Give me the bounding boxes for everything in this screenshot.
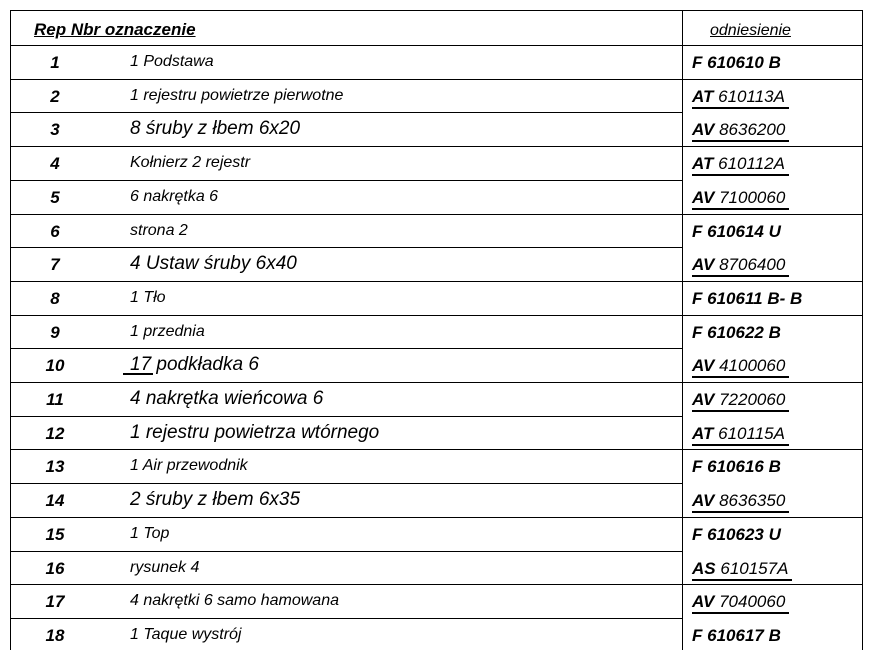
row-reference bbox=[692, 626, 781, 646]
reference-suffix: B bbox=[768, 322, 781, 342]
parts-list-sheet bbox=[10, 10, 863, 650]
table-row bbox=[10, 483, 863, 517]
row-number: 16 bbox=[45, 558, 65, 578]
reference-number: 4100060 bbox=[719, 356, 786, 376]
reference-suffix: B bbox=[768, 53, 781, 72]
table-row bbox=[10, 79, 863, 113]
row-rule bbox=[10, 45, 863, 46]
table-row bbox=[10, 315, 863, 349]
row-reference bbox=[692, 289, 802, 309]
row-description: strona 2 bbox=[130, 221, 188, 239]
reference-prefix: F bbox=[692, 221, 703, 241]
table-row bbox=[10, 348, 863, 382]
row-reference bbox=[692, 222, 781, 242]
row-number: 5 bbox=[50, 187, 60, 207]
table-row bbox=[10, 382, 863, 416]
row-description: rysunek 4 bbox=[130, 558, 200, 576]
reference-number: 610622 bbox=[707, 322, 764, 342]
row-description: 1 Taque wystrój bbox=[130, 625, 242, 643]
row-reference bbox=[692, 525, 781, 545]
table-row bbox=[10, 551, 863, 585]
row-number: 8 bbox=[50, 288, 60, 308]
reference-prefix: AV bbox=[692, 187, 715, 207]
reference-prefix: F bbox=[692, 524, 703, 544]
table-header bbox=[10, 10, 863, 45]
reference-prefix: AV bbox=[692, 390, 715, 409]
reference-number: 7040060 bbox=[719, 592, 786, 612]
reference-suffix: U bbox=[768, 524, 781, 544]
row-reference bbox=[692, 559, 792, 581]
row-number: 9 bbox=[50, 322, 60, 342]
reference-number: 610616 bbox=[707, 457, 764, 477]
table-row bbox=[10, 584, 863, 618]
row-reference bbox=[692, 87, 789, 109]
table-row bbox=[10, 416, 863, 450]
reference-suffix: B bbox=[768, 625, 781, 645]
row-rule bbox=[10, 247, 682, 248]
row-rule bbox=[10, 584, 863, 585]
reference-number: 610611 bbox=[707, 288, 763, 308]
row-rule bbox=[10, 214, 863, 215]
reference-number: 8636350 bbox=[719, 491, 786, 511]
row-description: 8 śruby z łbem 6x20 bbox=[130, 118, 301, 140]
table-row bbox=[10, 281, 863, 315]
header-reference: odniesienie bbox=[710, 22, 791, 39]
reference-prefix: F bbox=[692, 322, 703, 342]
row-reference bbox=[692, 188, 789, 210]
reference-number: 610623 bbox=[707, 524, 764, 544]
row-rule bbox=[10, 416, 682, 417]
reference-number: 610112A bbox=[718, 154, 785, 174]
row-description: 1 przednia bbox=[130, 322, 205, 340]
row-rule bbox=[10, 315, 863, 316]
row-reference bbox=[692, 255, 789, 277]
row-number: 10 bbox=[45, 356, 65, 376]
row-rule bbox=[10, 348, 682, 349]
table-row bbox=[10, 214, 863, 248]
reference-prefix: F bbox=[692, 53, 703, 72]
row-number: 15 bbox=[45, 524, 65, 544]
table-row bbox=[10, 517, 863, 551]
row-description: 1 Tło bbox=[130, 288, 166, 306]
row-reference bbox=[692, 323, 781, 343]
row-number: 12 bbox=[45, 423, 65, 443]
reference-prefix: AT bbox=[692, 86, 714, 106]
header-designation: Rep Nbr oznaczenie bbox=[34, 20, 196, 39]
row-reference bbox=[692, 491, 789, 513]
table-row bbox=[10, 247, 863, 281]
row-rule bbox=[10, 551, 682, 552]
row-rule bbox=[10, 180, 682, 181]
row-description: 6 nakrętka 6 bbox=[130, 187, 219, 205]
row-reference bbox=[692, 154, 789, 176]
table-row bbox=[10, 146, 863, 180]
row-description: 4 Ustaw śruby 6x40 bbox=[130, 253, 297, 275]
row-reference bbox=[692, 424, 789, 446]
row-description: 17 podkładka 6 bbox=[130, 354, 259, 376]
row-description: 1 rejestru powietrza wtórnego bbox=[130, 421, 380, 443]
row-rule bbox=[10, 281, 863, 282]
reference-prefix: F bbox=[692, 625, 703, 645]
row-number: 7 bbox=[50, 255, 60, 275]
row-rule bbox=[10, 112, 682, 113]
reference-number: 8636200 bbox=[719, 120, 786, 140]
row-rule bbox=[10, 517, 863, 518]
row-number: 6 bbox=[50, 221, 60, 241]
row-reference bbox=[692, 120, 789, 142]
row-description: 1 Top bbox=[130, 524, 170, 542]
reference-prefix: AT bbox=[692, 154, 714, 174]
row-description: Kołnierz 2 rejestr bbox=[130, 154, 251, 172]
row-rule bbox=[10, 146, 863, 147]
row-description: 1 rejestru powietrze pierwotne bbox=[130, 86, 344, 104]
reference-prefix: AS bbox=[692, 558, 716, 578]
reference-prefix: AV bbox=[692, 592, 715, 612]
reference-prefix: F bbox=[692, 457, 703, 477]
row-number: 17 bbox=[45, 592, 65, 612]
row-rule bbox=[10, 449, 863, 450]
row-reference bbox=[692, 390, 789, 412]
row-description: 2 śruby z łbem 6x35 bbox=[130, 489, 301, 511]
row-rule bbox=[10, 79, 863, 80]
reference-number: 610617 bbox=[707, 625, 764, 645]
row-rule bbox=[10, 382, 863, 383]
row-description: 4 nakrętki 6 samo hamowana bbox=[130, 592, 339, 610]
reference-number: 610113A bbox=[718, 86, 785, 106]
table-row bbox=[10, 449, 863, 483]
reference-prefix: AV bbox=[692, 255, 715, 275]
reference-prefix: F bbox=[692, 288, 703, 308]
row-description: 1 Air przewodnik bbox=[130, 457, 248, 475]
reference-suffix: B bbox=[768, 457, 781, 477]
table-row bbox=[10, 45, 863, 79]
row-number: 4 bbox=[50, 154, 60, 174]
reference-suffix: B- B bbox=[767, 288, 803, 308]
row-reference bbox=[692, 53, 781, 73]
table-row bbox=[10, 618, 863, 652]
reference-number: 610115A bbox=[718, 423, 785, 443]
row-reference bbox=[692, 457, 781, 477]
row-number: 13 bbox=[45, 457, 65, 477]
hand-underline-mark bbox=[123, 373, 153, 375]
reference-prefix: AV bbox=[692, 491, 715, 511]
row-number: 1 bbox=[50, 53, 60, 72]
row-number: 3 bbox=[50, 120, 60, 140]
row-rule bbox=[10, 618, 682, 619]
reference-prefix: AV bbox=[692, 356, 715, 376]
reference-number: 610157A bbox=[720, 558, 789, 578]
table-row bbox=[10, 112, 863, 146]
row-rule bbox=[10, 483, 682, 484]
reference-prefix: AT bbox=[692, 423, 714, 443]
reference-number: 610614 bbox=[707, 221, 764, 241]
reference-number: 8706400 bbox=[719, 255, 786, 275]
table-row bbox=[10, 180, 863, 214]
row-number: 2 bbox=[50, 86, 60, 106]
reference-prefix: AV bbox=[692, 120, 715, 140]
row-reference bbox=[692, 356, 789, 378]
reference-number: 610610 bbox=[707, 53, 764, 72]
row-reference bbox=[692, 592, 789, 614]
reference-number: 7220060 bbox=[719, 390, 786, 409]
row-number: 18 bbox=[45, 625, 65, 645]
row-description: 1 Podstawa bbox=[130, 53, 214, 70]
row-number: 11 bbox=[46, 390, 64, 409]
row-description: 4 nakrętka wieńcowa 6 bbox=[130, 388, 324, 409]
reference-suffix: U bbox=[768, 221, 781, 241]
reference-number: 7100060 bbox=[719, 187, 786, 207]
row-number: 14 bbox=[45, 491, 65, 511]
